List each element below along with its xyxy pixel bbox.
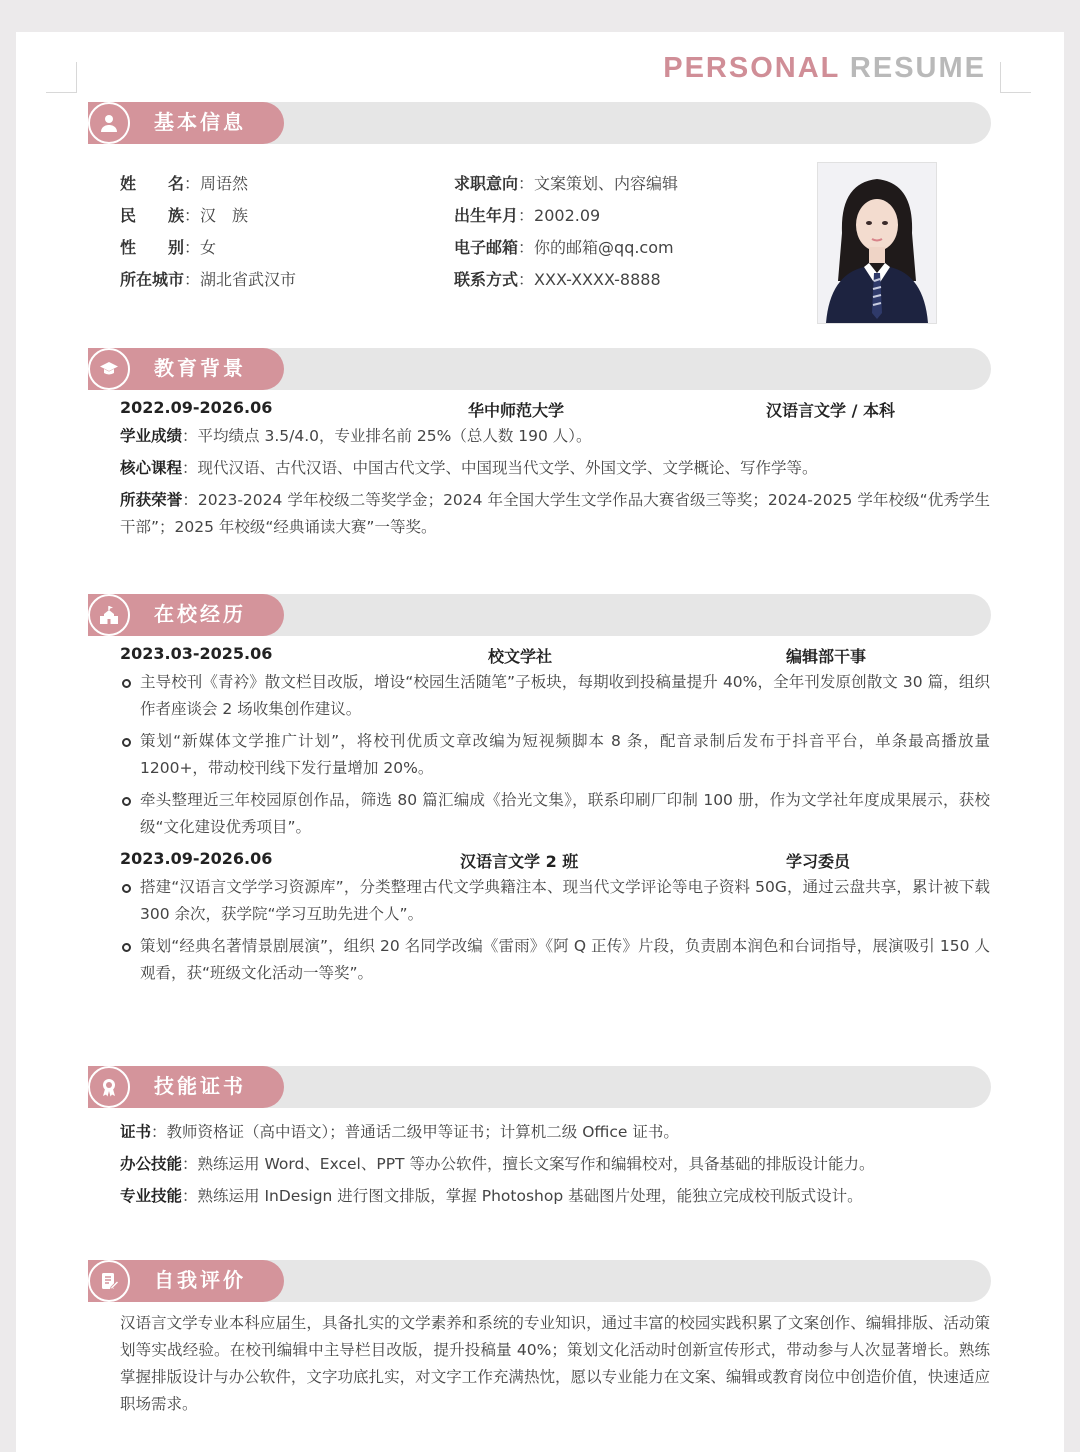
value-city: 湖北省武汉市 (200, 270, 297, 289)
label-phone: 联系方式 (454, 270, 519, 289)
value-email: 你的邮箱@qq.com (534, 238, 674, 257)
value-office-skills: 熟练运用 Word、Excel、PPT 等办公软件，擅长文案写作和编辑校对，具备基础的排版设计能力。 (197, 1155, 875, 1173)
resume-title (663, 52, 986, 85)
list-item: 搭建“汉语言文学学习资源库”，分类整理古代文学典籍注本、现当代文学评论等电子资料 50G，通过云盘共享，累计被下载 300 余次，获学院“学习互助先进个人”。 (120, 874, 990, 928)
label-gpa: 学业成绩 (120, 427, 183, 445)
value-honors: 2023-2024 学年校级二等奖学金；2024 年全国大学生文学作品大赛省级三等奖；2024-2025 学年校级“优秀学生干部”；2025 年校级“经典诵读大赛”一等奖。 (120, 491, 990, 536)
list-item: 策划“经典名著情景剧展演”，组织 20 名同学改编《雷雨》《阿 Q 正传》片段，负责剧本润色和台词指导，展演吸引 150 人观看，获“班级文化活动一等奖”。 (120, 933, 990, 987)
self-evaluation-text: 汉语言文学专业本科应届生，具备扎实的文学素养和系统的专业知识，通过丰富的校园实践积累了文案创作、编辑排版、活动策划等实战经验。在校刊编辑中主导栏目改版，提升投稿量 40%；策划文化活动时创新宣传形式，带动参与人次显著增长。熟练掌握排版设计与办公软件，文字功底扎实，对文字工作充满热忱，愿以专业能力在文案、编辑或教育岗位中创造价值，快速适应职场需求。 (120, 1314, 990, 1413)
campus-header-row-2 (120, 849, 990, 875)
section-title-self-eval: 自我评价 (154, 1268, 246, 1292)
corner-decoration-left (46, 62, 77, 93)
section-title-campus: 在校经历 (154, 602, 246, 626)
campus-date-1: 2023.03-2025.06 (120, 644, 273, 663)
value-name: 周语然 (200, 174, 249, 193)
label-courses: 核心课程 (120, 459, 183, 477)
section-header-campus (88, 594, 991, 636)
label-name: 姓 名 (120, 174, 185, 193)
title-word-personal: PERSONAL (663, 52, 840, 84)
value-gender: 女 (200, 238, 217, 257)
graduation-cap-icon (88, 348, 130, 390)
education-header-row (120, 398, 990, 424)
label-professional-skills: 专业技能 (120, 1187, 183, 1205)
campus-header-row-1 (120, 644, 990, 670)
value-birth: 2002.09 (534, 206, 601, 225)
list-item: 主导校刊《青衿》散文栏目改版，增设“校园生活随笔”子板块，每期收到投稿量提升 40%，全年刊发原创散文 30 篇，组织作者座谈会 2 场收集创作建议。 (120, 669, 990, 723)
section-header-skills (88, 1066, 991, 1108)
education-school: 华中师范大学 (468, 401, 565, 420)
label-office-skills: 办公技能 (120, 1155, 183, 1173)
campus-bullets-1 (120, 669, 990, 846)
value-job-intention: 文案策划、内容编辑 (534, 174, 679, 193)
corner-decoration-right (1000, 62, 1031, 93)
skills-list: 证书：教师资格证（高中语文）；普通话二级甲等证书；计算机二级 Office 证书。 办公技能：熟练运用 Word、Excel、PPT 等办公软件，擅长文案写作和编辑校对，具备基础的排版设计能力。 专业技能：熟练运用 InDesign 进行图文排版，掌握 Photoshop 基础图片处理，能独立完成校刊版式设计。 (120, 1123, 875, 1205)
section-header-self-eval (88, 1260, 991, 1302)
label-job-intention: 求职意向 (454, 174, 519, 193)
label-birth: 出生年月 (454, 206, 519, 225)
title-word-resume: RESUME (849, 52, 986, 84)
notepad-icon (88, 1260, 130, 1302)
campus-org-2: 汉语言文学 2 班 (460, 852, 579, 871)
label-gender: 性 别 (120, 238, 185, 257)
award-icon (88, 1066, 130, 1108)
campus-bullets-2 (120, 874, 990, 992)
value-professional-skills: 熟练运用 InDesign 进行图文排版，掌握 Photoshop 基础图片处理，能独立完成校刊版式设计。 (197, 1187, 863, 1205)
label-honors: 所获荣誉 (120, 491, 183, 509)
user-icon (88, 102, 130, 144)
resume-page (16, 32, 1064, 1452)
label-city: 所在城市 (120, 270, 185, 289)
education-date: 2022.09-2026.06 (120, 398, 273, 417)
section-title-skills: 技能证书 (154, 1074, 246, 1098)
section-header-education (88, 348, 991, 390)
section-title-basic-info: 基本信息 (154, 110, 246, 134)
campus-role-2: 学习委员 (786, 852, 851, 871)
value-phone: XXX-XXXX-8888 (534, 270, 661, 289)
education-details: 学业成绩：平均绩点 3.5/4.0，专业排名前 25%（总人数 190 人）。 核心课程：现代汉语、古代汉语、中国古代文学、中国现当代文学、外国文学、文学概论、写作学等。 所获荣誉：2023-2024 学年校级二等奖学金；2024 年全国大学生文学作品大赛省级三等奖；2024-2025 学年校级“优秀学生干部”；2025 年校级“经典诵读大赛”一等奖。 (120, 427, 990, 536)
value-courses: 现代汉语、古代汉语、中国古代文学、中国现当代文学、外国文学、文学概论、写作学等。 (197, 459, 818, 477)
label-ethnicity: 民 族 (120, 206, 185, 225)
basic-info-right: 求职意向：文案策划、内容编辑 出生年月：2002.09 电子邮箱：你的邮箱@qq.com 联系方式：XXX-XXXX-8888 (454, 168, 678, 296)
education-major: 汉语言文学 / 本科 (766, 401, 895, 420)
school-building-icon (88, 594, 130, 636)
campus-date-2: 2023.09-2026.06 (120, 849, 273, 868)
value-gpa: 平均绩点 3.5/4.0，专业排名前 25%（总人数 190 人）。 (197, 427, 592, 445)
list-item: 策划“新媒体文学推广计划”，将校刊优质文章改编为短视频脚本 8 条，配音录制后发布于抖音平台，单条最高播放量 1200+，带动校刊线下发行量增加 20%。 (120, 728, 990, 782)
value-certificates: 教师资格证（高中语文）；普通话二级甲等证书；计算机二级 Office 证书。 (166, 1123, 679, 1141)
value-ethnicity: 汉 族 (200, 206, 249, 225)
profile-photo (817, 162, 937, 324)
basic-info-left: 姓 名：周语然 民 族：汉 族 性 别：女 所在城市：湖北省武汉市 (120, 168, 296, 296)
campus-role-1: 编辑部干事 (786, 647, 867, 666)
label-email: 电子邮箱 (454, 238, 519, 257)
campus-org-1: 校文学社 (488, 647, 553, 666)
section-title-education: 教育背景 (154, 356, 246, 380)
label-certificates: 证书 (120, 1123, 152, 1141)
section-header-basic-info (88, 102, 991, 144)
list-item: 牵头整理近三年校园原创作品，筛选 80 篇汇编成《拾光文集》，联系印刷厂印制 100 册，作为文学社年度成果展示，获校级“文化建设优秀项目”。 (120, 787, 990, 841)
